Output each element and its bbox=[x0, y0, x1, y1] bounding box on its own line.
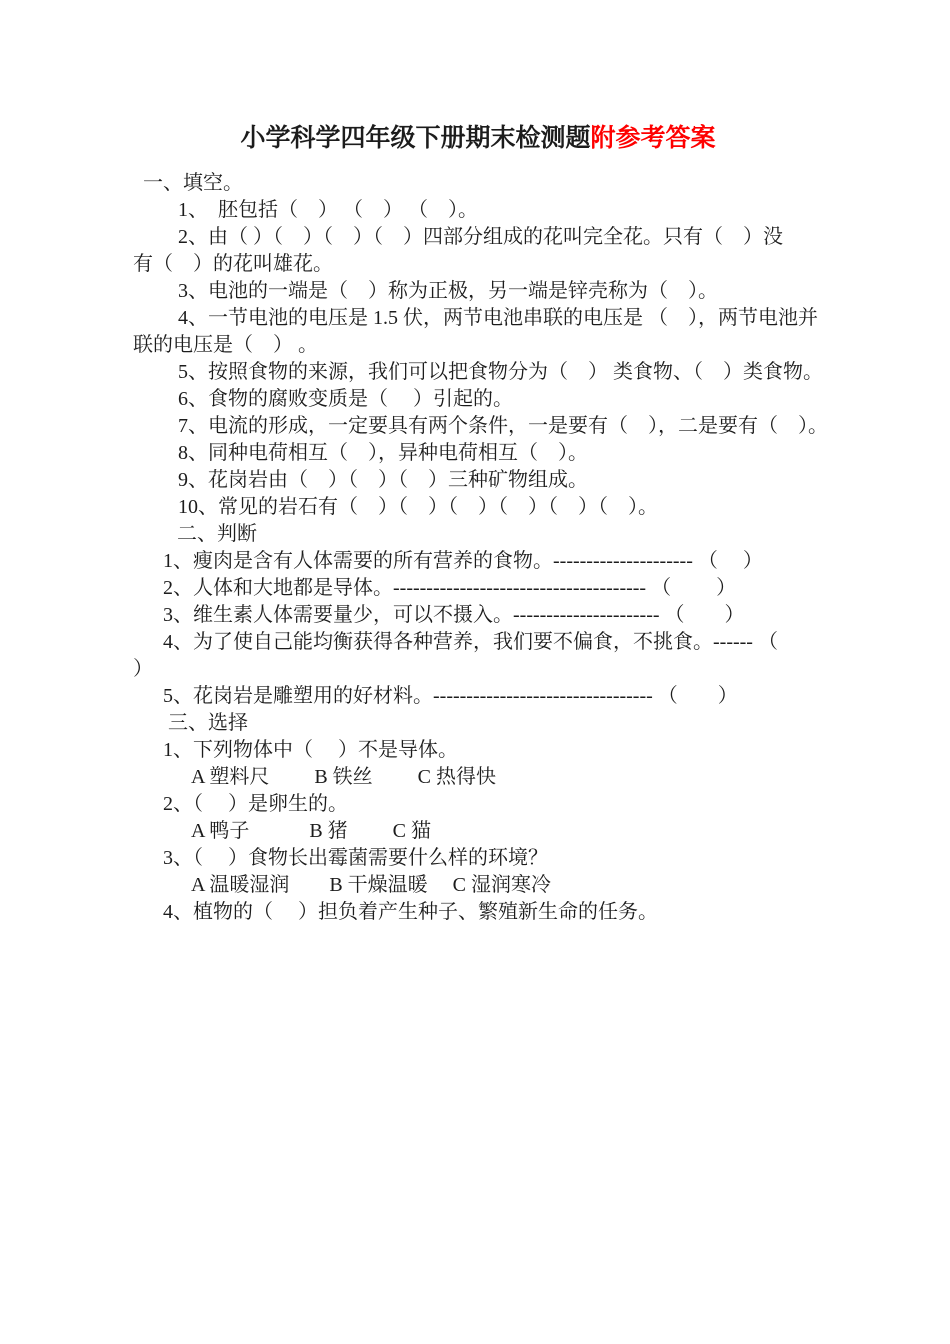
options-line: A 温暖湿润 B 干燥温暖 C 湿润寒冷 bbox=[191, 874, 552, 896]
question-line: 8、同种电荷相互（ ），异种电荷相互（ ）。 bbox=[178, 442, 588, 464]
question-line: 3、维生素人体需要量少，可以不摄入。---------------------- （ ） bbox=[163, 604, 745, 626]
question-line: 3、电池的一端是（ ）称为正极，另一端是锌壳称为（ ）。 bbox=[178, 280, 718, 302]
question-line: 2、（ ）是卵生的。 bbox=[163, 793, 348, 815]
question-line: 5、花岗岩是雕塑用的好材料。--------------------------------- （ ） bbox=[163, 685, 738, 707]
question-line: 5、按照食物的来源，我们可以把食物分为（ ） 类食物、（ ）类食物。 bbox=[178, 361, 823, 383]
section-heading: 三、选择 bbox=[168, 712, 248, 734]
page-title-black: 小学科学四年级下册期末检测题 bbox=[240, 125, 591, 152]
continuation-line: 联的电压是（ ） 。 bbox=[133, 334, 318, 356]
question-line: 4、植物的（ ）担负着产生种子、繁殖新生命的任务。 bbox=[163, 901, 658, 923]
question-line: 1、 胚包括（ ） （ ） （ ）。 bbox=[178, 199, 478, 221]
question-line: 10、常见的岩石有（ ）（ ）（ ）（ ）（ ）（ ）。 bbox=[178, 496, 658, 518]
section-heading: 二、判断 bbox=[177, 523, 257, 545]
continuation-line: ） bbox=[133, 658, 153, 680]
question-line: 1、下列物体中（ ）不是导体。 bbox=[163, 739, 458, 761]
question-line: 4、一节电池的电压是 1.5 伏，两节电池串联的电压是 （ ），两节电池并 bbox=[178, 307, 818, 329]
question-line: 4、为了使自己能均衡获得各种营养，我们要不偏食，不挑食。------ （ bbox=[163, 631, 778, 653]
question-line: 1、瘦肉是含有人体需要的所有营养的食物。--------------------- （ ） bbox=[163, 550, 763, 572]
options-line: A 鸭子 B 猪 C 猫 bbox=[191, 820, 432, 842]
exam-body bbox=[133, 170, 838, 926]
question-line: 3、（ ）食物长出霉菌需要什么样的环境？ bbox=[163, 847, 548, 869]
question-line: 2、人体和大地都是导体。-------------------------------------- （ ） bbox=[163, 577, 737, 599]
question-line: 6、食物的腐败变质是（ ）引起的。 bbox=[178, 388, 513, 410]
page-title bbox=[133, 122, 823, 156]
question-line: 9、花岗岩由（ ）（ ）（ ）三种矿物组成。 bbox=[178, 469, 588, 491]
section-heading: 一、填空。 bbox=[143, 172, 243, 194]
question-line: 2、由（ ）（ ）（ ）（ ）四部分组成的花叫完全花。只有（ ）没 bbox=[178, 226, 783, 248]
continuation-line: 有（ ）的花叫雄花。 bbox=[133, 253, 333, 275]
question-line: 7、电流的形成，一定要具有两个条件，一是要有（ ），二是要有（ ）。 bbox=[178, 415, 828, 437]
page-title-red: 附参考答案 bbox=[590, 125, 716, 152]
options-line: A 塑料尺 B 铁丝 C 热得快 bbox=[191, 766, 497, 788]
